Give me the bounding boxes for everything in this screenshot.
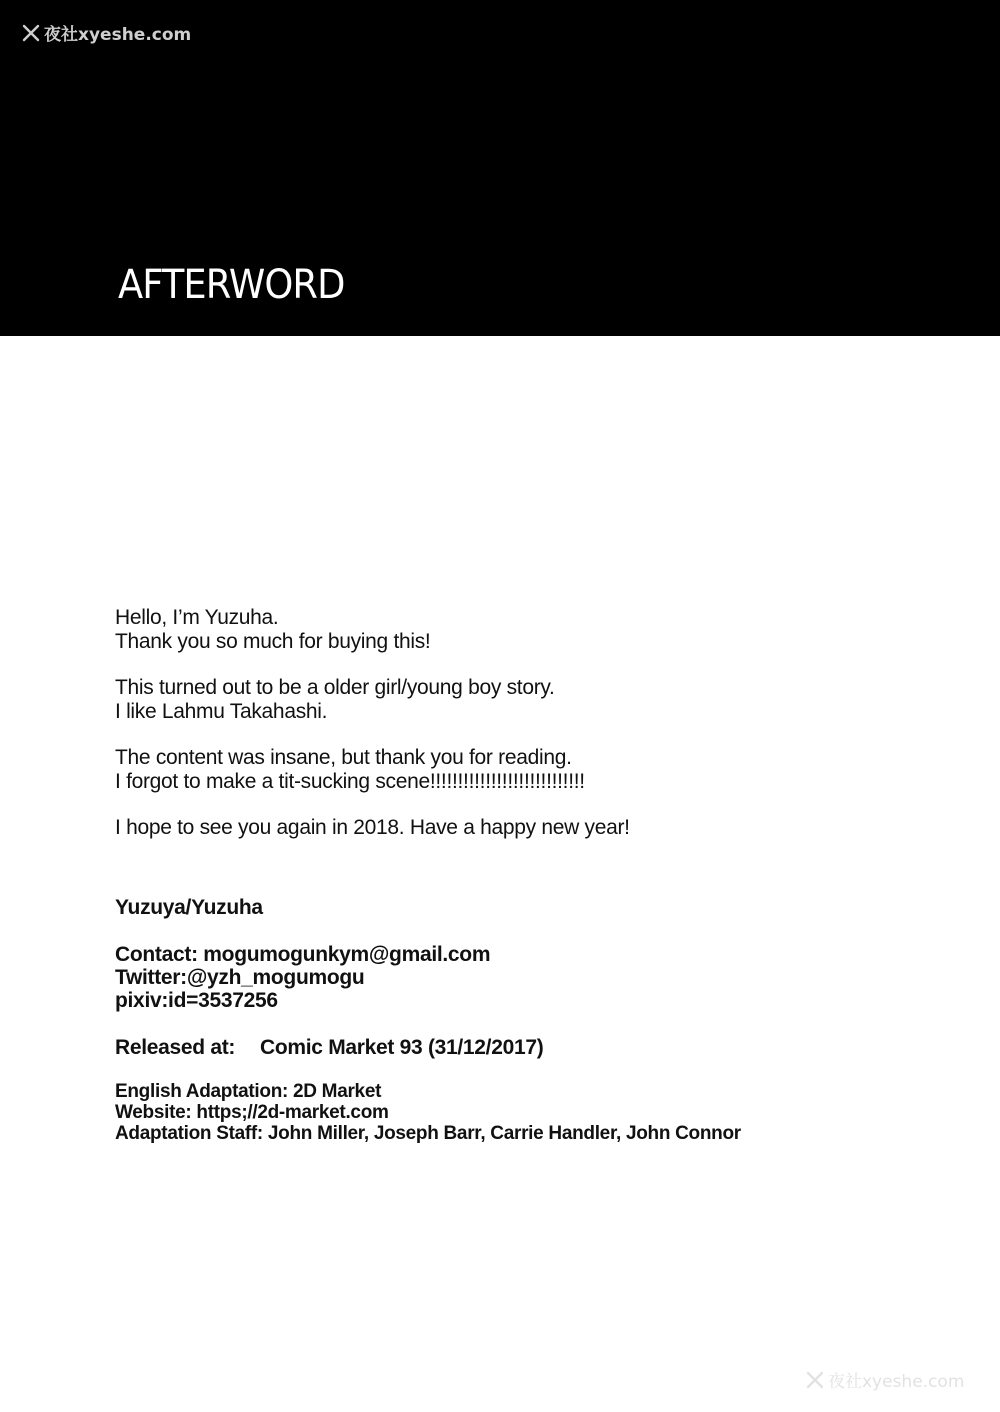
text-line: Thank you so much for buying this! bbox=[115, 630, 431, 653]
staff-line: Adaptation Staff: John Miller, Joseph Barr, Carrie Handler, John Connor bbox=[115, 1123, 741, 1144]
contact-pixiv: pixiv:id=3537256 bbox=[115, 989, 278, 1012]
contact-email: Contact: mogumogunkym@gmail.com bbox=[115, 943, 491, 966]
release-info bbox=[115, 1036, 875, 1059]
paragraph-closing bbox=[115, 816, 875, 840]
watermark-bottom bbox=[806, 1367, 964, 1392]
paragraph-greeting bbox=[115, 606, 875, 654]
adaptation-line: English Adaptation: 2D Market bbox=[115, 1081, 382, 1102]
x-logo-icon bbox=[806, 1371, 824, 1389]
author-name: Yuzuya/Yuzuha bbox=[115, 896, 263, 919]
adaptation-info bbox=[115, 1081, 875, 1144]
text-line: The content was insane, but thank you for reading. bbox=[115, 746, 572, 769]
contact-twitter: Twitter:@yzh_mogumogu bbox=[115, 966, 365, 989]
paragraph-content bbox=[115, 746, 875, 794]
text-line: This turned out to be a older girl/young boy story. bbox=[115, 676, 555, 699]
x-logo-icon bbox=[22, 24, 40, 42]
released-label: Released at: bbox=[115, 1036, 236, 1059]
watermark-text: 夜社xyeshe.com bbox=[44, 25, 192, 45]
header-band bbox=[0, 0, 1000, 336]
paragraph-story bbox=[115, 676, 875, 724]
page-title: AFTERWORD bbox=[118, 262, 345, 308]
text-line: I like Lahmu Takahashi. bbox=[115, 700, 328, 723]
text-line: Hello, I’m Yuzuha. bbox=[115, 606, 279, 629]
afterword-content bbox=[115, 606, 875, 1144]
watermark-text: 夜社xyeshe.com bbox=[828, 1372, 965, 1392]
contact-info bbox=[115, 943, 875, 1012]
released-value: Comic Market 93 (31/12/2017) bbox=[260, 1036, 544, 1059]
website-line: Website: https;//2d-market.com bbox=[115, 1102, 389, 1123]
text-line: I forgot to make a tit-sucking scene!!!!!!!!!!!!!!!!!!!!!!!!!!!! bbox=[115, 770, 585, 793]
text-line: I hope to see you again in 2018. Have a happy new year! bbox=[115, 816, 630, 839]
watermark-top bbox=[22, 20, 191, 45]
